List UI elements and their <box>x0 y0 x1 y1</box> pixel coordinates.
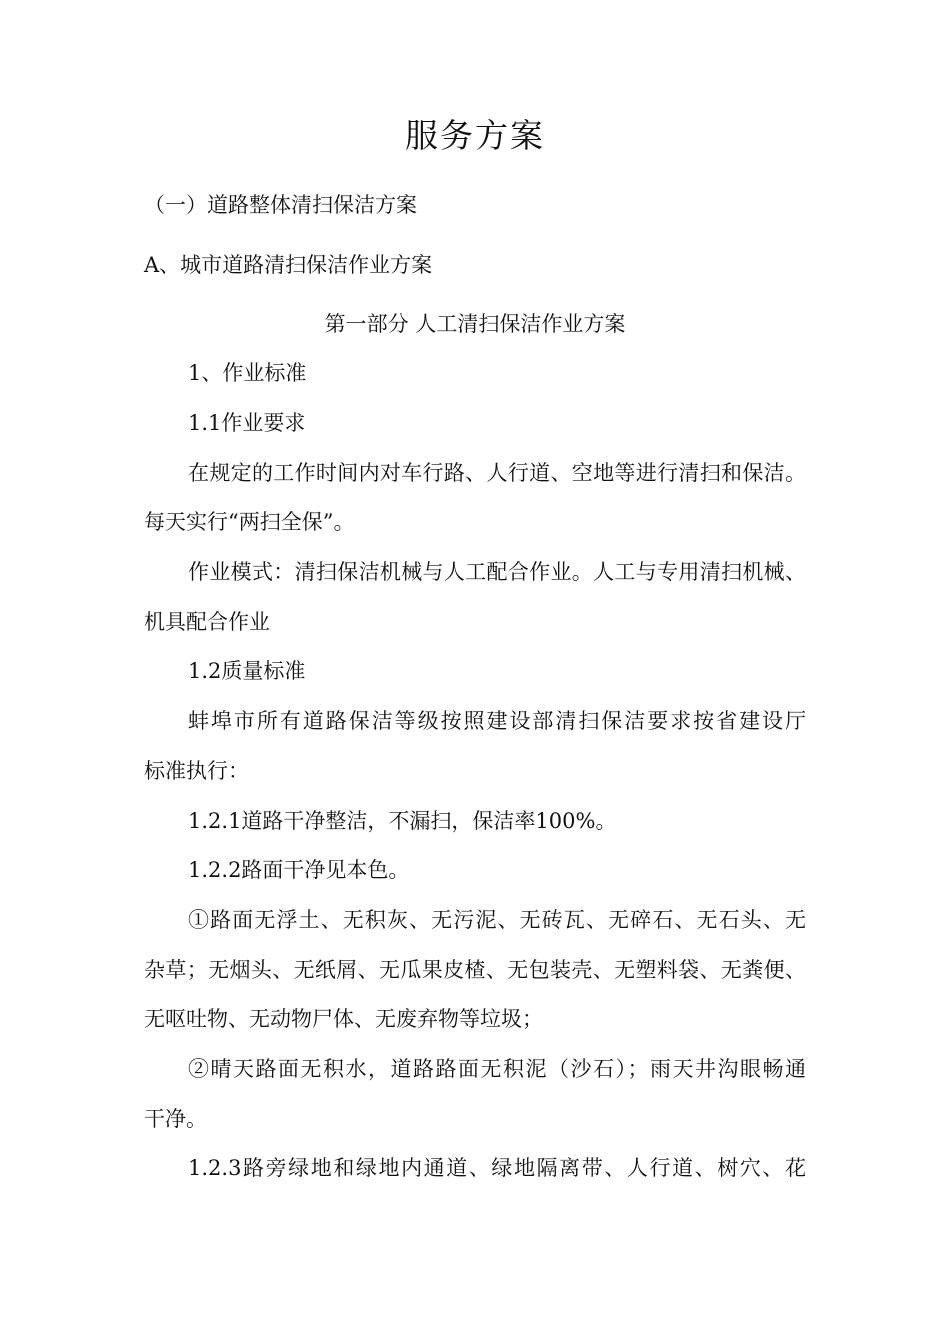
paragraph-line: 1.2.2路面干净见本色。 <box>188 858 410 882</box>
paragraph-line: 每天实行“两扫全保”。 <box>144 510 355 534</box>
paragraph-line: 机具配合作业 <box>144 610 270 634</box>
paragraph-line: 杂草；无烟头、无纸屑、无瓜果皮楂、无包装壳、无塑料袋、无粪便、 <box>144 958 806 982</box>
heading-1-2: 1.2质量标准 <box>188 659 306 683</box>
paragraph-line: 干净。 <box>144 1107 207 1131</box>
paragraph-line: ①路面无浮土、无积灰、无污泥、无砖瓦、无碎石、无石头、无 <box>188 908 806 932</box>
section-heading-1: （一）道路整体清扫保洁方案 <box>144 193 417 217</box>
heading-work-standard: 1、作业标准 <box>188 361 307 385</box>
paragraph-line: ②晴天路面无积水，道路路面无积泥（沙石）；雨天井沟眼畅通 <box>188 1057 806 1081</box>
document-title: 服务方案 <box>405 116 545 155</box>
part-heading: 第一部分 人工清扫保洁作业方案 <box>324 312 626 336</box>
subsection-heading-a: A、城市道路清扫保洁作业方案 <box>144 253 433 277</box>
paragraph-line: 蚌埠市所有道路保洁等级按照建设部清扫保洁要求按省建设厅 <box>188 709 806 733</box>
paragraph-line: 1.2.3路旁绿地和绿地内通道、绿地隔离带、人行道、树穴、花 <box>188 1156 806 1180</box>
paragraph-line: 作业模式：清扫保洁机械与人工配合作业。人工与专用清扫机械、 <box>188 560 806 584</box>
paragraph-line: 在规定的工作时间内对车行路、人行道、空地等进行清扫和保洁。 <box>188 461 806 485</box>
heading-1-1: 1.1作业要求 <box>188 411 306 435</box>
paragraph-line: 标准执行： <box>144 759 249 783</box>
paragraph-line: 无呕吐物、无动物尸体、无废弃物等垃圾； <box>144 1007 543 1031</box>
paragraph-line: 1.2.1道路干净整洁，不漏扫，保洁率100%。 <box>188 809 617 833</box>
